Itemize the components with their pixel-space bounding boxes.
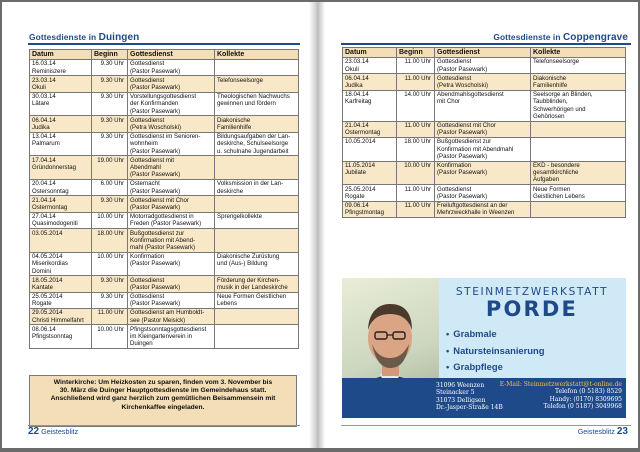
header-datum: Datum: [30, 50, 92, 60]
time-cell: 11.00 Uhr: [397, 58, 435, 74]
collection-cell-line: musik in der Landeskirche: [217, 283, 288, 291]
table-row: [343, 90, 626, 121]
collection-cell: [215, 76, 299, 92]
time-cell: 9.30 Uhr: [92, 116, 128, 132]
service-cell: [128, 92, 215, 116]
date-cell-line: Rogate: [345, 192, 365, 200]
table-row: [30, 76, 299, 92]
magazine-name: Geistesblitz: [41, 427, 79, 436]
collection-cell: [215, 179, 299, 195]
page-number: 23: [616, 426, 628, 437]
service-cell: [435, 121, 531, 137]
date-cell-line: 17.04.14: [32, 156, 56, 164]
collection-cell-line: Schwerhörigen und: [533, 105, 586, 113]
service-cell: [435, 74, 531, 90]
brand-line-2: PORDE: [485, 297, 579, 321]
header-kollekte: Kollekte: [215, 50, 299, 60]
date-cell-line: Gründonnerstag: [32, 163, 77, 171]
service-cell: [435, 161, 531, 185]
stonemason-advertisement: [342, 278, 626, 418]
service-item: • Grabmale: [446, 326, 544, 343]
collection-cell: [531, 74, 626, 90]
date-cell-line: Rogate: [32, 300, 52, 308]
service-cell-line: wohnheim: [130, 140, 158, 148]
collection-cell: [215, 252, 299, 276]
collection-cell-line: Geistlichen Lebens: [533, 192, 585, 200]
service-cell-line: (Pastor Pasewark): [437, 65, 488, 73]
date-cell: [30, 229, 92, 253]
service-cell: [435, 201, 531, 217]
service-cell-line: Bußgottesdienst zur: [130, 229, 185, 237]
date-cell-line: 25.05.2014: [32, 293, 63, 301]
title-prefix: Gottesdienste in: [29, 32, 97, 42]
magazine-name: Geistesblitz: [577, 427, 615, 436]
title-place: Duingen: [98, 32, 140, 43]
date-cell: [343, 121, 397, 137]
duingen-table-body: [30, 60, 299, 349]
phone-line: Handy: (0170) 8309695: [549, 395, 622, 403]
duingen-services-table: [29, 49, 299, 349]
service-cell-line: Konfirmation mit Abendmahl: [437, 145, 514, 153]
title-rule: [341, 43, 631, 45]
table-row: [30, 276, 299, 292]
service-cell: [128, 179, 215, 195]
table-row: [343, 185, 626, 201]
collection-cell-line: Familienhilfe: [217, 123, 252, 131]
date-cell-line: 25.05.2014: [345, 185, 376, 193]
collection-cell-line: Familienhilfe: [533, 81, 568, 89]
service-cell-line: (Pastor Pasewark): [437, 129, 488, 137]
table-row: [343, 201, 626, 217]
date-cell-line: 29.05.2014: [32, 309, 63, 317]
service-cell-line: der Konfirmanden: [130, 100, 179, 108]
date-cell-line: 16.03.14: [32, 60, 56, 68]
service-cell-line: Gottesdienst: [437, 58, 472, 66]
service-cell: [128, 60, 215, 76]
date-cell: [30, 156, 92, 180]
service-item: • Natursteinsanierung: [446, 343, 544, 360]
service-cell-line: (Pastor Pasewark): [130, 187, 181, 195]
time-cell: 11.00 Uhr: [92, 309, 128, 325]
collection-cell: [215, 60, 299, 76]
header-datum: Datum: [343, 48, 397, 58]
collection-cell-line: Förderung der Kirchen-: [217, 276, 280, 284]
date-cell-line: 06.04.14: [345, 74, 369, 82]
service-cell-line: (Pastor Pasewark): [130, 260, 181, 268]
date-cell-line: 30.03.14: [32, 93, 56, 101]
collection-cell-line: EKD - besondere: [533, 161, 580, 169]
collection-cell-line: Aufgaben: [533, 176, 560, 184]
date-cell-line: Quasimodogeniti: [32, 220, 78, 228]
service-cell-line: Gottesdienst: [437, 185, 472, 193]
date-cell-line: Domini: [32, 267, 51, 275]
service-cell: [128, 292, 215, 308]
section-title-coppengrave: [493, 32, 628, 43]
table-row: [30, 252, 299, 276]
time-cell: 11.00 Uhr: [397, 185, 435, 201]
collection-cell: [215, 276, 299, 292]
service-cell: [128, 196, 215, 212]
service-cell-line: (Pastor Pasewark): [437, 192, 488, 200]
service-cell-line: Vorstellungsgottesdienst: [130, 93, 197, 101]
date-cell: [30, 179, 92, 195]
service-cell-line: Osternacht: [130, 180, 160, 188]
time-cell: 14.00 Uhr: [397, 90, 435, 121]
time-cell: 10.00 Uhr: [397, 161, 435, 185]
service-cell-line: Pfingstsonntagsgottesdienst: [130, 325, 207, 333]
service-cell-line: (Pastor Pasewark): [130, 147, 181, 155]
service-item: • Grabpflege: [446, 359, 544, 376]
collection-cell: [531, 90, 626, 121]
service-cell-line: Duingen: [130, 340, 153, 348]
service-cell-line: Bußgottesdienst zur: [437, 138, 492, 146]
collection-cell: [215, 212, 299, 228]
collection-cell-line: Seelsorge an Blinden,: [533, 91, 593, 99]
service-cell-line: Gottesdienst: [437, 74, 472, 82]
contact-block: [500, 381, 622, 411]
time-cell: 11.00 Uhr: [397, 201, 435, 217]
service-cell-line: (Pastor Pasewark): [130, 283, 181, 291]
table-row: [30, 325, 299, 349]
collection-cell: [531, 185, 626, 201]
date-cell-line: 04.05.2014: [32, 253, 63, 261]
date-cell-line: 23.03.14: [345, 58, 369, 66]
service-cell: [128, 252, 215, 276]
section-title-duingen: [29, 32, 139, 43]
collection-cell: [215, 116, 299, 132]
date-cell: [343, 90, 397, 121]
title-prefix: Gottesdienste in: [493, 32, 561, 42]
service-cell-line: (Petra Woscholski): [437, 81, 489, 89]
date-cell: [30, 132, 92, 156]
header-kollekte: Kollekte: [531, 48, 626, 58]
date-cell-line: 03.05.2014: [32, 229, 63, 237]
contact-bar: [342, 378, 626, 418]
date-cell-line: 21.04.14: [32, 196, 56, 204]
date-cell-line: Kantate: [32, 283, 54, 291]
date-cell: [30, 212, 92, 228]
collection-cell-line: Telefonseelsorge: [217, 76, 264, 84]
table-row: [30, 212, 299, 228]
service-cell-line: Abendmahlsgottesdienst: [437, 91, 504, 99]
time-cell: 9.30 Uhr: [92, 132, 128, 156]
date-cell: [343, 201, 397, 217]
date-cell-line: Ostermontag: [345, 129, 381, 137]
collection-cell: [215, 309, 299, 325]
service-cell-line: mahl (Pastor Pasewark): [130, 243, 196, 251]
date-cell-line: Judika: [32, 123, 50, 131]
table-row: [30, 60, 299, 76]
date-cell-line: Jubilate: [345, 169, 367, 177]
date-cell-line: 18.05.2014: [32, 276, 63, 284]
collection-cell-line: Lebens: [217, 300, 237, 308]
page-gutter: [309, 2, 325, 448]
time-cell: 10.00 Uhr: [92, 325, 128, 349]
service-cell-line: Gottesdienst mit: [130, 156, 175, 164]
time-cell: 6.00 Uhr: [92, 179, 128, 195]
collection-cell-line: Diakonische: [217, 116, 251, 124]
service-cell-line: Gottesdienst am Humboldt-: [130, 309, 205, 317]
time-cell: 9.30 Uhr: [92, 292, 128, 308]
collection-cell-line: gewinnen und fördern: [217, 100, 276, 108]
date-cell: [30, 60, 92, 76]
collection-cell-line: Gehörlosen: [533, 112, 565, 120]
service-cell-line: (Pastor Pasewark): [437, 169, 488, 177]
notice-line: 30. März die Duinger Hauptgottesdienste im Gemeindehaus statt.: [59, 387, 267, 395]
service-cell-line: (Petra Woscholski): [130, 123, 182, 131]
time-cell: 9.30 Uhr: [92, 276, 128, 292]
table-row: [343, 58, 626, 74]
date-cell: [30, 76, 92, 92]
date-cell-line: 20.04.14: [32, 180, 56, 188]
date-cell-line: 06.04.14: [32, 116, 56, 124]
date-cell-line: 08.06.14: [32, 325, 56, 333]
service-cell-line: Gottesdienst: [130, 116, 165, 124]
date-cell-line: Lätare: [32, 100, 50, 108]
table-row: [30, 179, 299, 195]
service-cell-line: (Pastor Pasewark): [130, 203, 181, 211]
service-cell-line: Konfirmation mit Abend-: [130, 236, 196, 244]
service-cell: [128, 76, 215, 92]
collection-cell-line: Neue Formen: [533, 185, 571, 193]
title-place: Coppengrave: [562, 32, 628, 43]
date-cell-line: Pfingstmontag: [345, 209, 384, 217]
service-cell-line: Mehrzweckhalle in Weenzen: [437, 209, 515, 217]
service-cell-line: (Pastor Pasewark): [130, 67, 181, 75]
phone-line: Telefon (0 5183) 8529: [554, 388, 622, 396]
service-cell-line: Gottesdienst mit Chor: [130, 196, 189, 204]
time-cell: 10.00 Uhr: [92, 212, 128, 228]
service-cell-line: (Pastor Pasewark): [130, 83, 181, 91]
ad-brand: [442, 286, 622, 321]
collection-cell-line: deskirche, Schulseelsorge: [217, 140, 289, 148]
collection-cell: [215, 229, 299, 253]
service-cell-line: (Pastor Pasewark): [130, 300, 181, 308]
collection-cell-line: Taubblinden,: [533, 98, 568, 106]
date-cell-line: 23.03.14: [32, 76, 56, 84]
table-row: [30, 196, 299, 212]
service-cell: [435, 185, 531, 201]
address-line: 31096 Weenzen: [436, 382, 485, 389]
date-cell-line: Ostersonntag: [32, 187, 69, 195]
page-footer-right: [578, 426, 628, 437]
service-cell: [128, 229, 215, 253]
table-header-row: [30, 50, 299, 60]
date-cell-line: Palmarum: [32, 140, 60, 148]
date-cell-line: 18.04.14: [345, 91, 369, 99]
email-link[interactable]: E-Mail: Steinmetzwerkstatt@t-online.de: [499, 381, 622, 388]
table-row: [343, 161, 626, 185]
collection-cell: [531, 161, 626, 185]
collection-cell-line: u. schulnahe Jugendarbeit: [217, 147, 289, 155]
page-footer-left: [28, 426, 78, 437]
service-cell: [128, 132, 215, 156]
service-cell: [128, 156, 215, 180]
date-cell-line: 11.05.2014: [345, 161, 376, 169]
time-cell: 19.00 Uhr: [92, 156, 128, 180]
table-row: [30, 309, 299, 325]
notice-line: Kirchenkaffee eingeladen.: [121, 403, 205, 411]
winter-church-notice: [29, 375, 297, 427]
service-cell-line: Gottesdienst: [130, 60, 165, 68]
date-cell-line: 13.04.14: [32, 133, 56, 141]
date-cell-line: Okuli: [32, 83, 46, 91]
address-line: Steinacker 5: [436, 389, 475, 397]
service-cell-line: Gottesdienst: [130, 76, 165, 84]
table-row: [30, 229, 299, 253]
notice-line: Winterkirche: Um Heizkosten zu sparen, finden vom 3. November bis: [53, 379, 273, 386]
date-cell: [343, 137, 397, 161]
collection-cell-line: Theologischen Nachwuchs: [217, 93, 290, 101]
service-cell: [435, 137, 531, 161]
date-cell: [30, 292, 92, 308]
header-beginn: Beginn: [397, 48, 435, 58]
coppengrave-table-body: [343, 58, 626, 218]
time-cell: 11.00 Uhr: [397, 121, 435, 137]
date-cell-line: Ostermontag: [32, 203, 68, 211]
date-cell-line: Christi Himmelfahrt: [32, 316, 84, 324]
address-line: Dr.-Jasper-Straße 14B: [436, 404, 503, 412]
collection-cell-line: gesamtkirchliche: [533, 169, 579, 177]
collection-cell: [215, 196, 299, 212]
table-row: [30, 116, 299, 132]
collection-cell-line: Neue Formen Geistlichen: [217, 293, 287, 301]
date-cell: [30, 325, 92, 349]
services-list: [446, 326, 544, 376]
date-cell-line: Karfreitag: [345, 98, 372, 106]
collection-cell: [531, 137, 626, 161]
service-cell-line: Gottesdienst: [130, 293, 165, 301]
notice-line: Anschließend wird ganz herzlich zum gemütlichen Beisammensein mit: [50, 395, 276, 403]
time-cell: 9.30 Uhr: [92, 92, 128, 116]
service-cell: [128, 116, 215, 132]
service-cell-line: (Pastor Pasewark): [130, 171, 181, 179]
date-cell-line: 10.05.2014: [345, 138, 376, 146]
table-header-row: [343, 48, 626, 58]
service-cell: [128, 276, 215, 292]
service-cell-line: Konfirmation: [437, 161, 472, 169]
date-cell: [343, 74, 397, 90]
service-cell-line: im Kleingartenverein in: [130, 333, 192, 341]
collection-cell-line: Sprengelkollekte: [217, 213, 263, 221]
date-cell: [343, 161, 397, 185]
service-cell-line: see (Pastor Meisick): [130, 316, 186, 324]
time-cell: 9.30 Uhr: [92, 196, 128, 212]
service-cell-line: Freden (Pastor Pasewark): [130, 220, 202, 228]
page-number: 22: [28, 426, 40, 437]
service-cell-line: Abendmahl: [130, 163, 161, 171]
date-cell: [343, 58, 397, 74]
date-cell-line: 27.04.14: [32, 213, 56, 221]
table-row: [30, 156, 299, 180]
collection-cell: [531, 121, 626, 137]
right-page: [325, 2, 638, 448]
collection-cell: [215, 292, 299, 308]
collection-cell-line: und (Aus-) Bildung: [217, 260, 268, 268]
collection-cell: [215, 92, 299, 116]
collection-cell-line: Volksmission in der Lan-: [217, 180, 284, 188]
date-cell-line: Miserikordias: [32, 260, 68, 268]
date-cell-line: 21.04.14: [345, 121, 369, 129]
collection-cell-line: Bildungsaufgaben der Lan-: [217, 133, 291, 141]
title-rule: [28, 43, 300, 45]
date-cell-line: Reminiszere: [32, 67, 66, 75]
service-cell-line: Motorradgottesdienst in: [130, 213, 194, 221]
table-row: [30, 292, 299, 308]
coppengrave-services-table: [342, 47, 626, 218]
collection-cell-line: Telefonseelsorge: [533, 58, 580, 66]
table-row: [343, 137, 626, 161]
date-cell-line: 09.06.14: [345, 201, 369, 209]
table-row: [343, 74, 626, 90]
date-cell-line: Pfingstsonntag: [32, 333, 73, 341]
date-cell: [343, 185, 397, 201]
collection-cell: [215, 132, 299, 156]
time-cell: 11.00 Uhr: [397, 74, 435, 90]
date-cell: [30, 252, 92, 276]
header-gottesdienst: Gottesdienst: [128, 50, 215, 60]
time-cell: 10.00 Uhr: [92, 252, 128, 276]
service-cell-line: mit Chor: [437, 98, 461, 106]
collection-cell-line: deskirche: [217, 187, 244, 195]
date-cell-line: Okuli: [345, 65, 359, 73]
date-cell: [30, 116, 92, 132]
collection-cell: [531, 201, 626, 217]
date-cell: [30, 309, 92, 325]
left-page: [2, 2, 309, 448]
time-cell: 9.30 Uhr: [92, 76, 128, 92]
service-cell-line: Gottesdienst mit Chor: [437, 121, 496, 129]
service-cell-line: (Pastor Pasewark): [437, 152, 488, 160]
date-cell: [30, 92, 92, 116]
address-block: [436, 382, 503, 412]
collection-cell-line: Diakonische: [533, 74, 567, 82]
collection-cell: [215, 156, 299, 180]
service-cell: [128, 325, 215, 349]
service-cell-line: Freiluftgottesdienst an der: [437, 201, 508, 209]
service-cell-line: (Pastor Pasewark): [130, 107, 181, 115]
date-cell: [30, 276, 92, 292]
date-cell-line: Judika: [345, 81, 363, 89]
table-row: [30, 92, 299, 116]
header-gottesdienst: Gottesdienst: [435, 48, 531, 58]
collection-cell: [531, 58, 626, 74]
address-line: 31073 Delligsen: [436, 396, 486, 404]
header-beginn: Beginn: [92, 50, 128, 60]
service-cell: [435, 90, 531, 121]
date-cell: [30, 196, 92, 212]
service-cell-line: Konfirmation: [130, 253, 165, 261]
time-cell: 9.30 Uhr: [92, 60, 128, 76]
phone-line: Telefon (0 5187) 3049968: [543, 403, 622, 411]
time-cell: 18.00 Uhr: [397, 137, 435, 161]
service-cell: [435, 58, 531, 74]
service-cell-line: Gottesdienst: [130, 276, 165, 284]
collection-cell-line: Diakonische Zurüstung: [217, 253, 280, 261]
brand-line-1: STEINMETZWERKSTATT: [455, 286, 609, 298]
time-cell: 18.00 Uhr: [92, 229, 128, 253]
table-row: [343, 121, 626, 137]
service-cell-line: Gottesdienst im Senioren-: [130, 133, 201, 141]
service-cell: [128, 212, 215, 228]
collection-cell: [215, 325, 299, 349]
table-row: [30, 132, 299, 156]
service-cell: [128, 309, 215, 325]
